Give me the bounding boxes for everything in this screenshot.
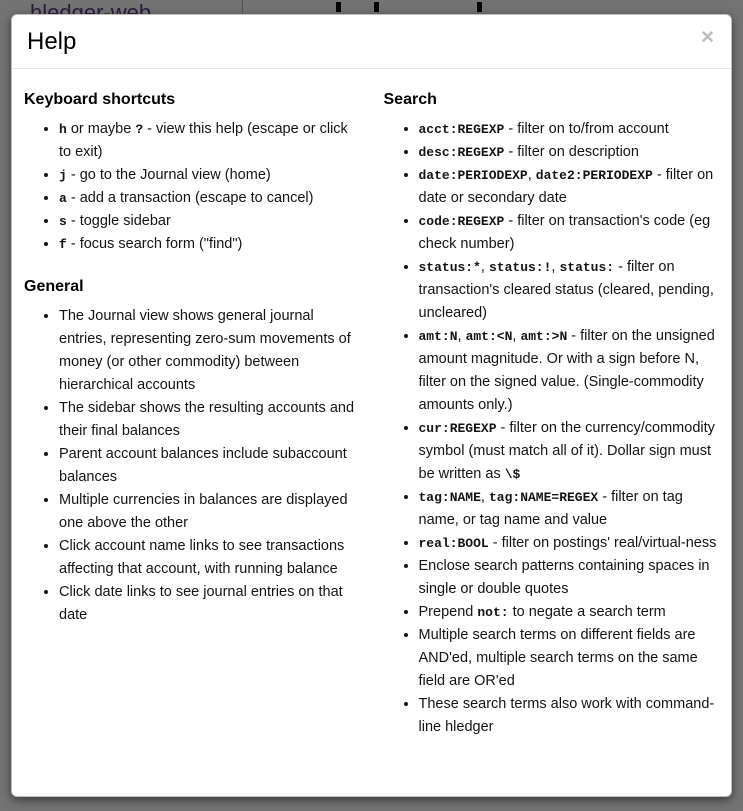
keyboard-shortcuts-section <box>24 90 356 256</box>
list-item: • Click account name links to see transactions affecting that account, with running balance <box>59 535 356 581</box>
left-column <box>24 69 372 749</box>
code-term: status:! <box>488 259 552 275</box>
code-term: tag:NAME <box>418 489 481 505</box>
code-term: a <box>59 190 67 206</box>
code-term: tag:NAME=REGEX <box>488 489 599 505</box>
list-item: • date:PERIODEXP, date2:PERIODEXP - filter on date or secondary date <box>419 164 720 210</box>
list-item: • s - toggle sidebar <box>59 210 356 233</box>
list-item: • code:REGEXP - filter on transaction's code (eg check number) <box>419 210 720 256</box>
list-item: • desc:REGEXP - filter on description <box>419 141 720 164</box>
section-heading-keyboard-shortcuts: Keyboard shortcuts <box>24 90 176 108</box>
section-heading-search: Search <box>383 90 437 108</box>
code-term: amt:N <box>418 328 458 344</box>
keyboard-shortcuts-list <box>24 118 356 256</box>
dialog-title: Help <box>27 28 77 55</box>
code-term: ? <box>135 121 144 137</box>
general-list <box>24 305 356 627</box>
list-item: • a - add a transaction (escape to cancel) <box>59 187 356 210</box>
code-term: date2:PERIODEXP <box>535 167 653 183</box>
close-icon: × <box>701 24 714 49</box>
list-item: • Parent account balances include subaccount balances <box>59 443 356 489</box>
code-term: s <box>59 213 67 229</box>
code-term: status:* <box>418 259 481 275</box>
search-list <box>384 118 720 739</box>
code-term: amt:<N <box>465 328 513 344</box>
list-item: • tag:NAME, tag:NAME=REGEX - filter on tag name, or tag name and value <box>419 486 720 532</box>
list-item: • These search terms also work with command-line hledger <box>419 693 720 739</box>
list-item: • f - focus search form ("find") <box>59 233 356 256</box>
dialog-body <box>12 69 731 769</box>
help-dialog <box>11 14 732 797</box>
list-item: • The sidebar shows the resulting accounts and their final balances <box>59 397 356 443</box>
code-term: desc:REGEXP <box>418 144 505 160</box>
close-button[interactable] <box>701 26 714 48</box>
list-item: • Click date links to see journal entries on that date <box>59 581 356 627</box>
dialog-header <box>12 15 731 69</box>
list-item: • amt:N, amt:<N, amt:>N - filter on the unsigned amount magnitude. Or with a sign before N, filter on the signed value. (Single-commodity amounts only.) <box>419 325 720 417</box>
code-term: \$ <box>504 466 521 482</box>
list-item: • status:*, status:!, status: - filter on transaction's cleared status (cleared, pending, uncleared) <box>419 256 720 325</box>
code-term: not: <box>477 604 509 620</box>
code-term: acct:REGEXP <box>418 121 505 137</box>
list-item: • Multiple search terms on different fields are AND'ed, multiple search terms on the same field are OR'ed <box>419 624 720 693</box>
search-section <box>384 90 720 739</box>
code-term: h <box>59 121 67 137</box>
list-item: • Multiple currencies in balances are displayed one above the other <box>59 489 356 535</box>
right-column <box>372 69 720 749</box>
code-term: real:BOOL <box>418 535 489 551</box>
list-item: • j - go to the Journal view (home) <box>59 164 356 187</box>
list-item: • acct:REGEXP - filter on to/from account <box>419 118 720 141</box>
code-term: j <box>59 167 67 183</box>
general-section <box>24 277 356 627</box>
list-item: • Prepend not: to negate a search term <box>419 601 720 624</box>
list-item: • Enclose search patterns containing spaces in single or double quotes <box>419 555 720 601</box>
code-term: status: <box>559 259 615 275</box>
list-item: • h or maybe ? - view this help (escape or click to exit) <box>59 118 356 164</box>
code-term: f <box>59 236 67 252</box>
section-heading-general: General <box>24 277 84 295</box>
code-term: code:REGEXP <box>418 213 505 229</box>
list-item: • The Journal view shows general journal entries, representing zero-sum movements of money (or other commodity) between hierarchical accounts <box>59 305 356 397</box>
code-term: cur:REGEXP <box>418 420 497 436</box>
list-item: • cur:REGEXP - filter on the currency/commodity symbol (must match all of it). Dollar sign must be written as \$ <box>419 417 720 486</box>
list-item: • real:BOOL - filter on postings' real/virtual-ness <box>419 532 720 555</box>
code-term: amt:>N <box>520 328 568 344</box>
code-term: date:PERIODEXP <box>418 167 528 183</box>
